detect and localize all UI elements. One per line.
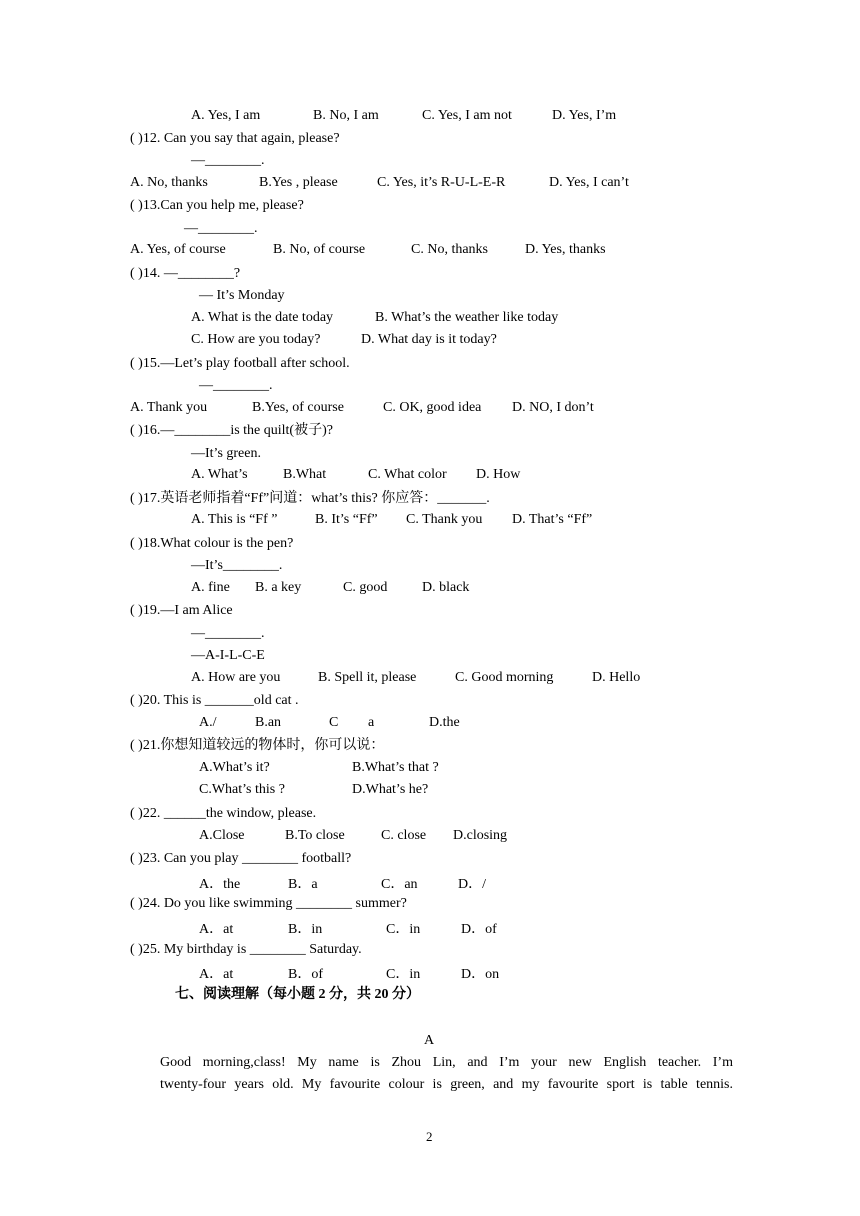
- question-18: ( )18.What colour is the pen?: [130, 536, 294, 551]
- option-text: A. What’s: [191, 467, 248, 482]
- option-text: B.Yes, of course: [252, 400, 344, 415]
- question-13: ( )13.Can you help me, please?: [130, 198, 304, 213]
- response-blank: —________.: [184, 221, 258, 236]
- option-text: B.What’s that ?: [352, 760, 439, 775]
- question-21: ( )21.你想知道较远的物体时，你可以说：: [130, 738, 385, 753]
- option-text: A./: [199, 715, 217, 730]
- option-text: A.Close: [199, 828, 245, 843]
- response-blank: —________.: [191, 153, 265, 168]
- question-19: ( )19.—I am Alice: [130, 603, 233, 618]
- option-text: B. No, I am: [313, 108, 379, 123]
- question-16: ( )16.—________is the quilt(被子)?: [130, 423, 333, 438]
- option-text: D. Yes, I can’t: [549, 175, 629, 190]
- option-text: C．in: [386, 922, 421, 937]
- option-text: B. What’s the weather like today: [375, 310, 559, 325]
- option-text: B.To close: [285, 828, 345, 843]
- option-text: C. close: [381, 828, 427, 843]
- page-number: 2: [426, 1129, 433, 1144]
- option-text: C. No, thanks: [411, 242, 488, 257]
- question-23: ( )23. Can you play ________ football?: [130, 851, 352, 866]
- option-text: C: [329, 715, 339, 730]
- question-15: ( )15.—Let’s play football after school.: [130, 356, 350, 371]
- passage-line: Good morning,class! My name is Zhou Lin, and I’m your new English teacher. I’m: [160, 1055, 733, 1070]
- option-text: A. Thank you: [130, 400, 208, 415]
- question-25: ( )25. My birthday is ________ Saturday.: [130, 942, 362, 957]
- option-text: B.an: [255, 715, 282, 730]
- option-text: B. It’s “Ff”: [315, 512, 378, 527]
- option-text: A. Yes, of course: [130, 242, 226, 257]
- response-blank: —It’s________.: [191, 558, 283, 573]
- option-text: A. This is “Ff ”: [191, 512, 278, 527]
- option-text: B. Spell it, please: [318, 670, 417, 685]
- option-text: D. Yes, I’m: [552, 108, 617, 123]
- passage-line: twenty-four years old. My favourite colour is green, and my favourite sport is table tennis.: [160, 1077, 733, 1092]
- option-text: D. That’s “Ff”: [512, 512, 593, 527]
- section-heading: 七、阅读理解（每小题 2 分，共 20 分）: [175, 987, 420, 1002]
- option-text: C. good: [343, 580, 388, 595]
- option-text: C. What color: [368, 467, 447, 482]
- option-text: C．in: [386, 967, 421, 982]
- option-text: D. Yes, thanks: [525, 242, 606, 257]
- option-text: D．of: [461, 922, 497, 937]
- option-text: B.Yes , please: [259, 175, 338, 190]
- question-20: ( )20. This is _______old cat .: [130, 693, 299, 708]
- question-17: ( )17.英语老师指着“Ff”问道：what’s this? 你应答：_______.: [130, 491, 490, 506]
- option-text: B. No, of course: [273, 242, 366, 257]
- option-text: D.closing: [453, 828, 508, 843]
- response-text: — It’s Monday: [199, 288, 285, 303]
- option-text: A. fine: [191, 580, 230, 595]
- option-text: D. What day is it today?: [361, 332, 497, 347]
- question-24: ( )24. Do you like swimming ________ summer?: [130, 896, 407, 911]
- response-blank: —________.: [199, 378, 273, 393]
- option-text: C.What’s this ?: [199, 782, 285, 797]
- option-text: A. No, thanks: [130, 175, 208, 190]
- option-text: B．in: [288, 922, 323, 937]
- option-text: B.What: [283, 467, 327, 482]
- passage-label: A: [424, 1033, 435, 1048]
- option-text: D.What’s he?: [352, 782, 429, 797]
- response-text: —A-I-L-C-E: [191, 648, 265, 663]
- option-text: C. Yes, I am not: [422, 108, 512, 123]
- option-text: D．on: [461, 967, 500, 982]
- option-text: A. Yes, I am: [191, 108, 261, 123]
- question-12: ( )12. Can you say that again, please?: [130, 131, 340, 146]
- option-text: A.What’s it?: [199, 760, 270, 775]
- option-text: B. a key: [255, 580, 302, 595]
- option-text: a: [368, 715, 375, 730]
- option-text: C. Good morning: [455, 670, 554, 685]
- option-text: C. OK, good idea: [383, 400, 482, 415]
- option-text: D. Hello: [592, 670, 641, 685]
- option-text: A．at: [199, 922, 234, 937]
- option-text: A．the: [199, 877, 241, 892]
- response-text: —It’s green.: [191, 446, 261, 461]
- response-blank: —________.: [191, 626, 265, 641]
- option-text: C. How are you today?: [191, 332, 321, 347]
- option-text: D.the: [429, 715, 460, 730]
- option-text: C. Thank you: [406, 512, 483, 527]
- option-text: B．of: [288, 967, 323, 982]
- option-text: D. NO, I don’t: [512, 400, 594, 415]
- question-14: ( )14. —________?: [130, 266, 241, 281]
- option-text: B．a: [288, 877, 318, 892]
- option-text: C. Yes, it’s R-U-L-E-R: [377, 175, 506, 190]
- option-text: A．at: [199, 967, 234, 982]
- question-22: ( )22. ______the window, please.: [130, 806, 317, 821]
- option-text: A. What is the date today: [191, 310, 334, 325]
- option-text: D. black: [422, 580, 470, 595]
- option-text: C．an: [381, 877, 418, 892]
- option-text: D．/: [458, 877, 486, 892]
- option-text: D. How: [476, 467, 521, 482]
- option-text: A. How are you: [191, 670, 281, 685]
